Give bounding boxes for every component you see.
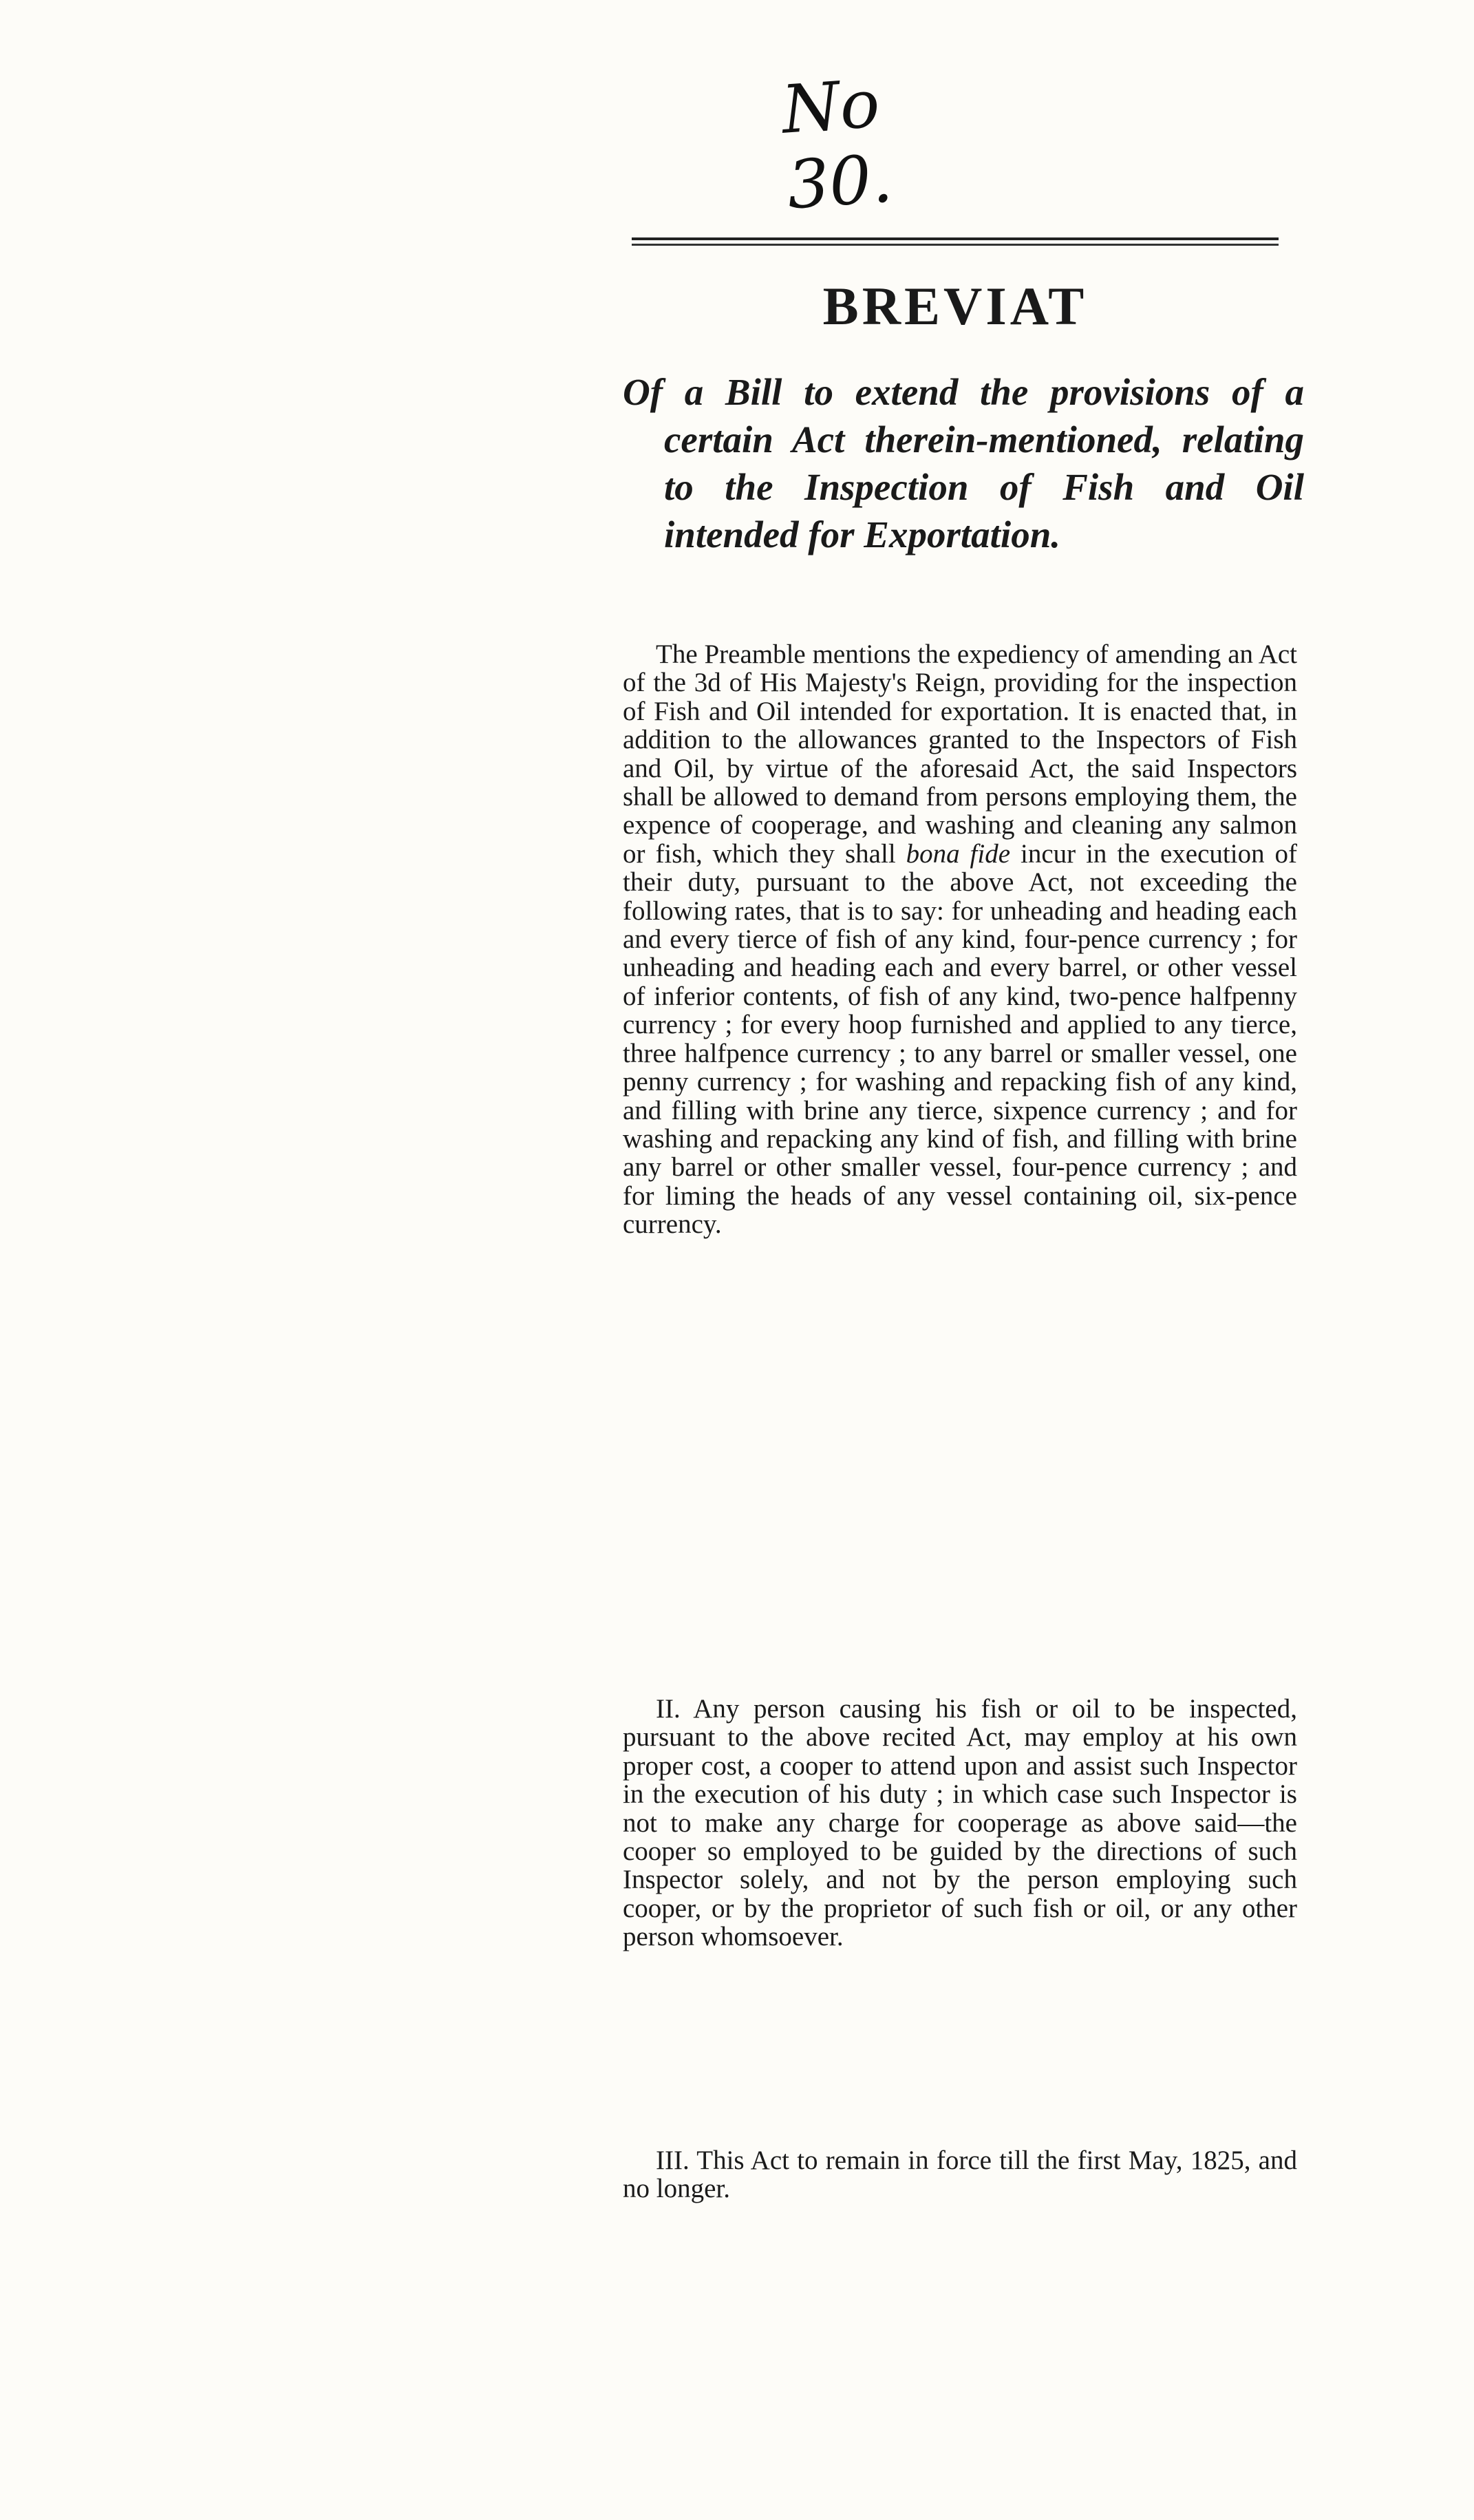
paragraph-section-3: III. This Act to remain in force till the first May, 1825, and no longer. [623, 2146, 1297, 2204]
handwritten-document-number: No 30. [779, 65, 895, 224]
paragraph-preamble-text-a: The Preamble mentions the expediency of amending an Act of the 3d of His Majesty's Reign, providing for the inspection of Fish and Oil intended for exportation. It is enacted that, in addition to the allowances granted to the Inspectors of Fish and Oil, by virtue of the aforesaid Act, the said Inspectors shall be allowed to demand from persons employing them, the expence of cooperage, and washing and cleaning any salmon or fish, which they shall [623, 639, 1297, 869]
paragraph-section-2: II. Any person causing his fish or oil to be inspected, pursuant to the above recited Act, may employ at his own proper cost, a cooper to attend upon and assist such Inspector in the execution of his duty ; in which case such Inspector is not to make any charge for cooperage as above said—the cooper so employed to be guided by the directions of such Inspector solely, and not by the person employing such cooper, or by the proprietor of such fish or oil, or any other person whomsoever. [623, 1694, 1297, 1952]
page-title: BREVIAT [822, 276, 1088, 336]
paragraph-preamble [623, 640, 1297, 1239]
bill-subtitle: Of a Bill to extend the provisions of a certain Act therein-mentioned, relating to the Inspection of Fish and Oil intended for Exportation. [623, 371, 1304, 555]
paragraph-preamble-italic: bona fide [906, 838, 1011, 869]
rule-line-top [632, 237, 1279, 240]
rule-line-bottom [632, 244, 1279, 246]
paragraph-preamble-text-b: incur in the execution of their duty, pursuant to the above Act, not exceeding the following rates, that is to say: for unheading and heading each and every tierce of fish of any kind, four-pence currency ; for unheading and heading each and every barrel, or other vessel of inferior contents, of fish of any kind, two-pence halfpenny currency ; for every hoop furnished and applied to any tierce, three halfpence currency ; to any barrel or smaller vessel, one penny currency ; for washing and repacking fish of any kind, and filling with brine any tierce, sixpence currency ; and for washing and repacking any kind of fish, and filling with brine any barrel or other smaller vessel, four-pence currency ; and for liming the heads of any vessel containing oil, six-pence currency. [623, 838, 1298, 1240]
double-rule-divider [632, 237, 1279, 248]
